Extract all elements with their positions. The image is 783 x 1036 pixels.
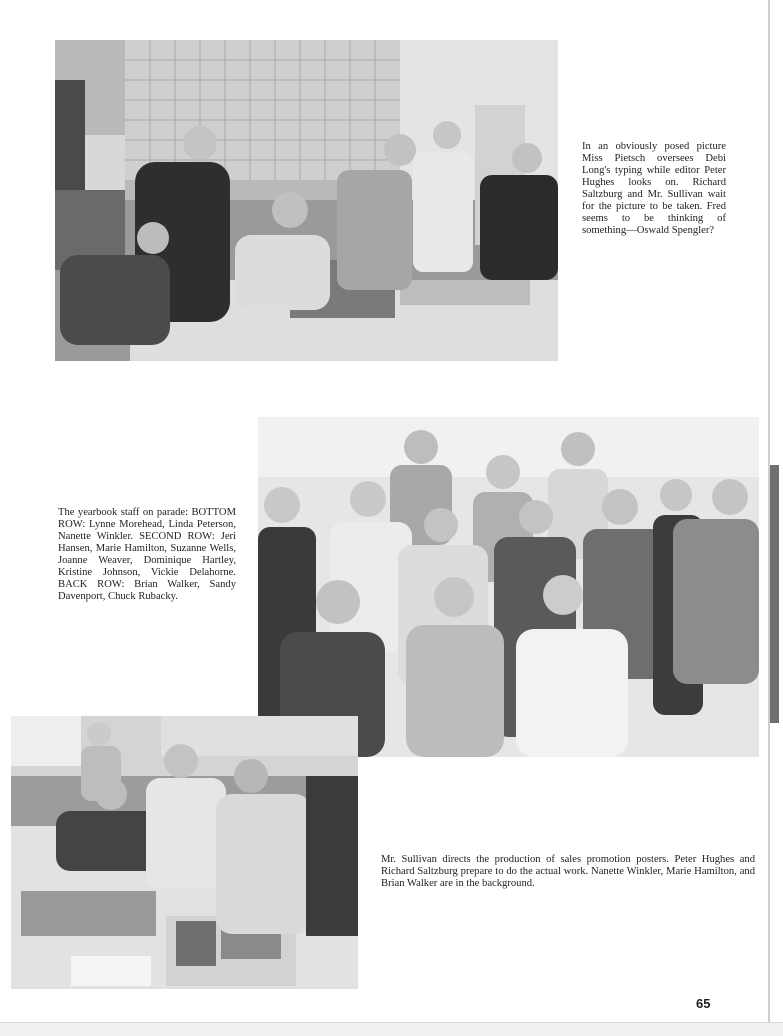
page-bottom-edge <box>0 1022 783 1036</box>
photo-poster-production <box>11 716 358 989</box>
photo-poster-production-drawing <box>11 716 358 989</box>
page-right-edge <box>768 0 770 1035</box>
photo-typing-scene-drawing <box>55 40 558 361</box>
photo-typing-scene <box>55 40 558 361</box>
caption-staff-group: The yearbook staff on parade: BOTTOM ROW: Lynne Morehead, Linda Peterson, Nanette Winkler. SECOND ROW: Jeri Hansen, Marie Hamilton, Suzanne Wells, Joanne Weaver, Dominique Hartley, Kristine Johnson, Vickie Delahorne. BACK ROW: Brian Walker, Sandy Davenport, Chuck Rubacky. <box>58 507 236 602</box>
caption-typing-scene: In an obviously posed picture Miss Pietsch oversees Debi Long's typing while editor Peter Hughes looks on. Richard Saltzburg and Mr. Sullivan wait for the picture to be taken. Fred seems to be thinking of something—Oswald Spengler? <box>582 141 726 236</box>
photo-staff-group-drawing <box>258 417 759 757</box>
photo-staff-group <box>258 417 759 757</box>
scan-edge-mark <box>770 465 779 723</box>
caption-poster-production: Mr. Sullivan directs the production of sales promotion posters. Peter Hughes and Richard Saltzburg prepare to do the actual work. Nanette Winkler, Marie Hamilton, and Brian Walker are in the background. <box>381 854 755 889</box>
page-number: 65 <box>696 996 711 1011</box>
